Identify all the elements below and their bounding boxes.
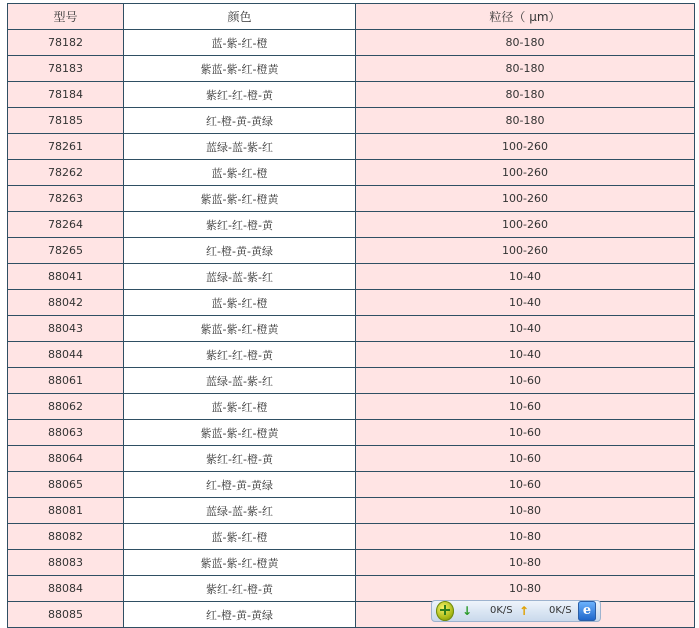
cell-color: 蓝-紫-红-橙 bbox=[124, 394, 356, 420]
table-row bbox=[8, 342, 695, 368]
table-row bbox=[8, 316, 695, 342]
cell-model: 78184 bbox=[8, 82, 124, 108]
table-row bbox=[8, 160, 695, 186]
table-row bbox=[8, 82, 695, 108]
download-speed-text: 0K/S bbox=[490, 605, 513, 616]
cell-size: 10-60 bbox=[356, 472, 695, 498]
cell-model: 78262 bbox=[8, 160, 124, 186]
upload-speed-text: 0K/S bbox=[549, 605, 572, 616]
cell-color: 蓝-紫-红-橙 bbox=[124, 30, 356, 56]
download-speed-widget[interactable] bbox=[431, 600, 601, 622]
cell-size: 10-80 bbox=[356, 498, 695, 524]
cell-model: 88082 bbox=[8, 524, 124, 550]
header-color: 颜色 bbox=[124, 4, 356, 30]
cell-model: 88084 bbox=[8, 576, 124, 602]
cell-size: 10-40 bbox=[356, 342, 695, 368]
cell-model: 88062 bbox=[8, 394, 124, 420]
table-row bbox=[8, 420, 695, 446]
cell-color: 紫红-红-橙-黄 bbox=[124, 212, 356, 238]
table-row bbox=[8, 576, 695, 602]
cell-size: 100-260 bbox=[356, 186, 695, 212]
cell-size: 100-260 bbox=[356, 160, 695, 186]
cell-model: 88041 bbox=[8, 264, 124, 290]
cell-size: 80-180 bbox=[356, 56, 695, 82]
table-row bbox=[8, 446, 695, 472]
table-row bbox=[8, 30, 695, 56]
table-row bbox=[8, 134, 695, 160]
up-arrow-icon: ↑ bbox=[519, 604, 530, 618]
cell-size: 10-40 bbox=[356, 290, 695, 316]
cell-color: 紫蓝-紫-红-橙黄 bbox=[124, 550, 356, 576]
cell-model: 78261 bbox=[8, 134, 124, 160]
cell-model: 78183 bbox=[8, 56, 124, 82]
cell-model: 88043 bbox=[8, 316, 124, 342]
product-table bbox=[7, 3, 695, 628]
table-row bbox=[8, 394, 695, 420]
table-row bbox=[8, 498, 695, 524]
table-row bbox=[8, 472, 695, 498]
table-row bbox=[8, 550, 695, 576]
cell-color: 紫红-红-橙-黄 bbox=[124, 342, 356, 368]
cell-size: 10-40 bbox=[356, 264, 695, 290]
cell-color: 蓝绿-蓝-紫-红 bbox=[124, 498, 356, 524]
cell-model: 88064 bbox=[8, 446, 124, 472]
cell-color: 蓝绿-蓝-紫-红 bbox=[124, 264, 356, 290]
cell-color: 紫红-红-橙-黄 bbox=[124, 446, 356, 472]
table-body bbox=[8, 30, 695, 628]
table-row bbox=[8, 524, 695, 550]
table-row bbox=[8, 186, 695, 212]
cell-model: 78263 bbox=[8, 186, 124, 212]
cell-size: 100-260 bbox=[356, 212, 695, 238]
cell-model: 78185 bbox=[8, 108, 124, 134]
cell-model: 88042 bbox=[8, 290, 124, 316]
cell-color: 红-橙-黄-黄绿 bbox=[124, 472, 356, 498]
cell-model: 78265 bbox=[8, 238, 124, 264]
cell-size: 10-40 bbox=[356, 316, 695, 342]
table-row bbox=[8, 238, 695, 264]
table-row bbox=[8, 56, 695, 82]
cell-size: 80-180 bbox=[356, 82, 695, 108]
cell-color: 红-橙-黄-黄绿 bbox=[124, 602, 356, 628]
down-arrow-icon: ↓ bbox=[462, 604, 473, 618]
cell-model: 78264 bbox=[8, 212, 124, 238]
cell-model: 88083 bbox=[8, 550, 124, 576]
cell-color: 紫蓝-紫-红-橙黄 bbox=[124, 420, 356, 446]
header-model: 型号 bbox=[8, 4, 124, 30]
cell-model: 78182 bbox=[8, 30, 124, 56]
cell-size: 10-80 bbox=[356, 550, 695, 576]
cell-color: 红-橙-黄-黄绿 bbox=[124, 108, 356, 134]
plus-circle-icon[interactable] bbox=[436, 601, 454, 621]
cell-color: 蓝绿-蓝-紫-红 bbox=[124, 368, 356, 394]
header-row bbox=[8, 4, 695, 30]
cell-model: 88063 bbox=[8, 420, 124, 446]
table-row bbox=[8, 212, 695, 238]
cell-color: 紫蓝-紫-红-橙黄 bbox=[124, 56, 356, 82]
cell-color: 紫红-红-橙-黄 bbox=[124, 82, 356, 108]
cell-color: 紫蓝-紫-红-橙黄 bbox=[124, 316, 356, 342]
cell-size: 10-80 bbox=[356, 576, 695, 602]
cell-size: 10-60 bbox=[356, 368, 695, 394]
table-row bbox=[8, 290, 695, 316]
cell-size: 100-260 bbox=[356, 238, 695, 264]
cell-color: 蓝绿-蓝-紫-红 bbox=[124, 134, 356, 160]
header-size: 粒径（ μm） bbox=[356, 4, 695, 30]
cell-size: 80-180 bbox=[356, 30, 695, 56]
cell-color: 蓝-紫-红-橙 bbox=[124, 160, 356, 186]
cell-color: 蓝-紫-红-橙 bbox=[124, 524, 356, 550]
ie-icon[interactable]: e bbox=[578, 601, 596, 621]
cell-color: 红-橙-黄-黄绿 bbox=[124, 238, 356, 264]
cell-model: 88081 bbox=[8, 498, 124, 524]
cell-color: 紫蓝-紫-红-橙黄 bbox=[124, 186, 356, 212]
cell-color: 紫红-红-橙-黄 bbox=[124, 576, 356, 602]
table-row bbox=[8, 264, 695, 290]
cell-model: 88065 bbox=[8, 472, 124, 498]
cell-model: 88044 bbox=[8, 342, 124, 368]
cell-size: 10-80 bbox=[356, 524, 695, 550]
table-row bbox=[8, 368, 695, 394]
table-row bbox=[8, 108, 695, 134]
cell-model: 88085 bbox=[8, 602, 124, 628]
cell-model: 88061 bbox=[8, 368, 124, 394]
cell-size: 10-60 bbox=[356, 446, 695, 472]
cell-size: 10-60 bbox=[356, 394, 695, 420]
cell-size: 10-60 bbox=[356, 420, 695, 446]
cell-color: 蓝-紫-红-橙 bbox=[124, 290, 356, 316]
cell-size: 80-180 bbox=[356, 108, 695, 134]
cell-size: 100-260 bbox=[356, 134, 695, 160]
